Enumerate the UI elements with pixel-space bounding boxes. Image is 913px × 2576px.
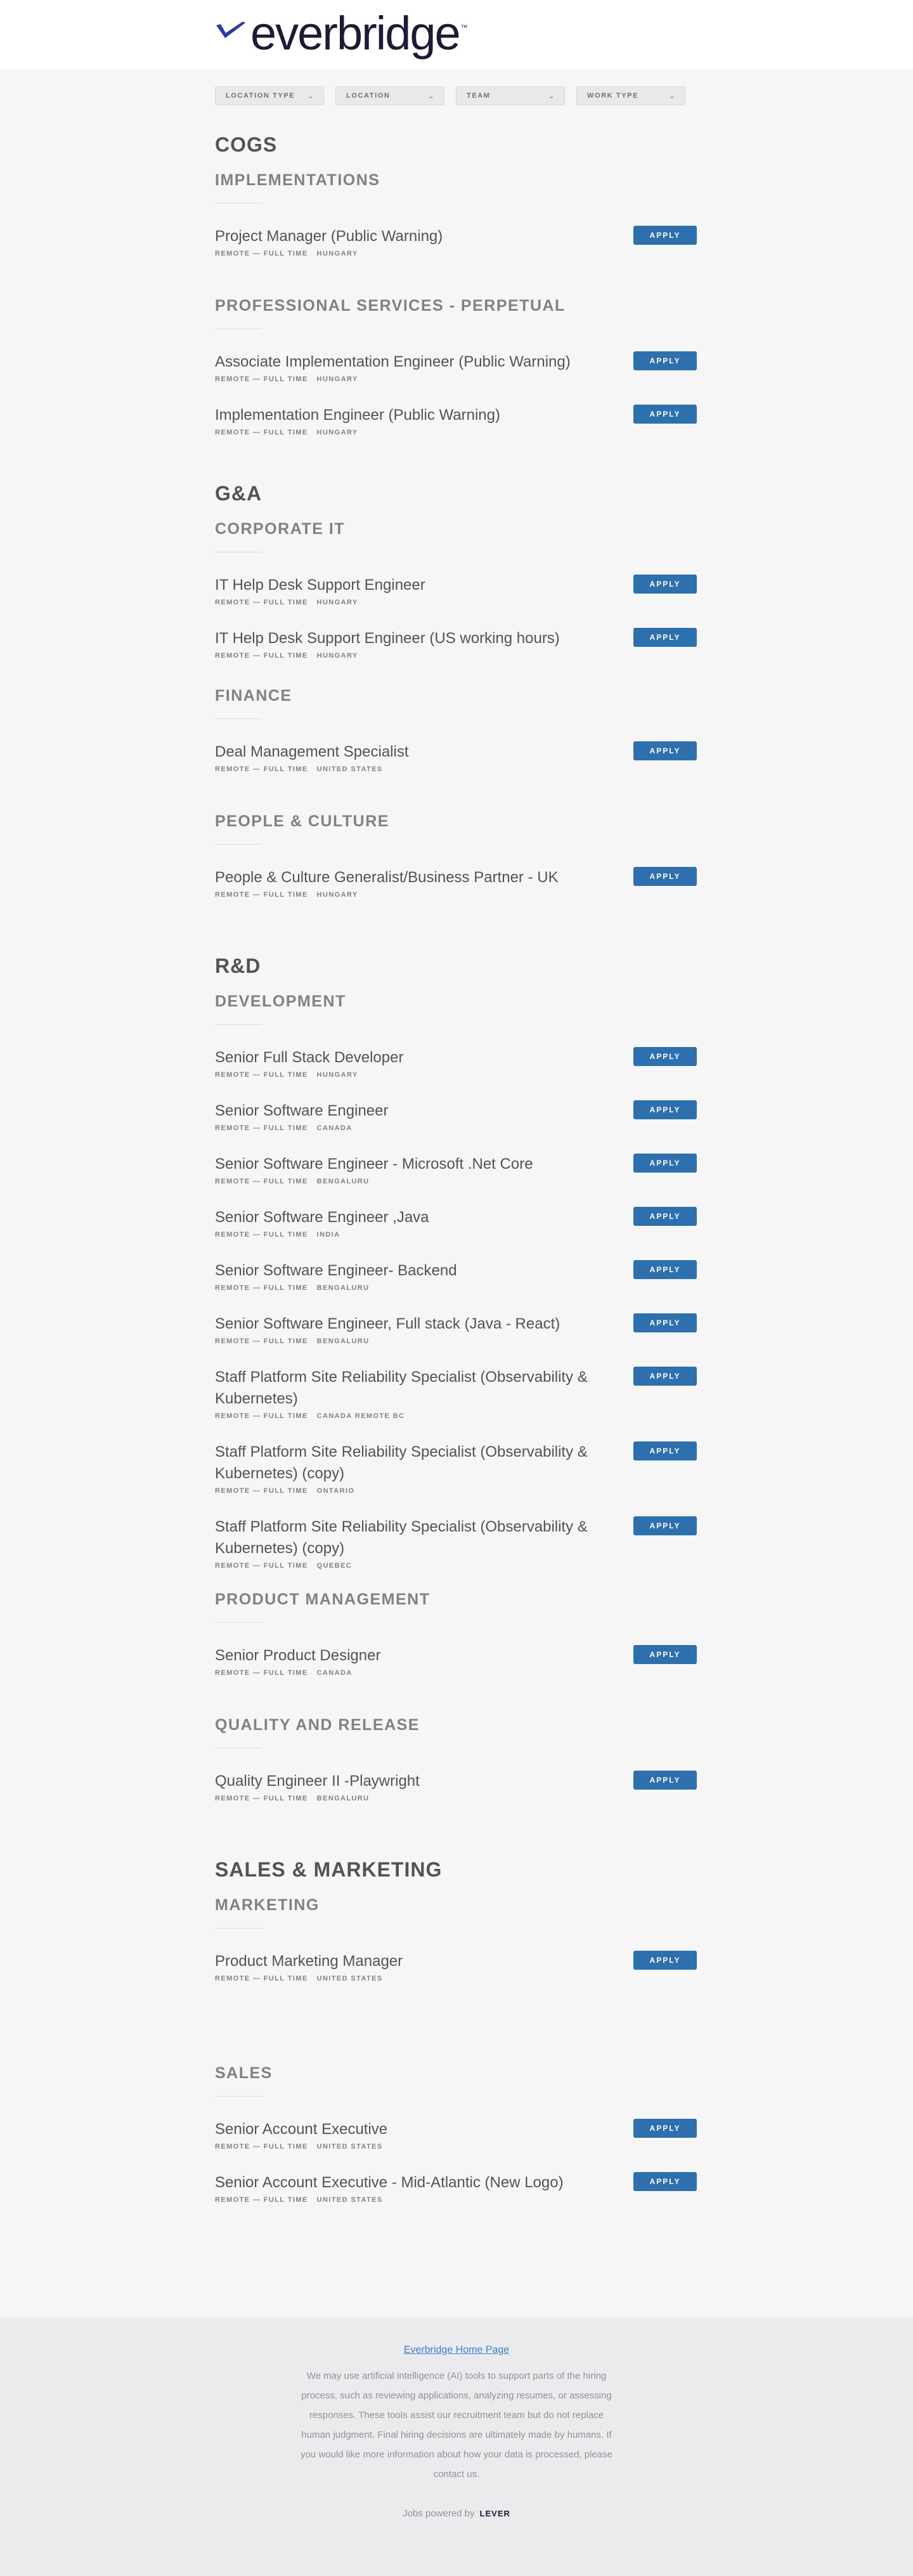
job-location: BENGALURU [316,1337,370,1345]
job-meta [215,1284,697,1292]
job-posting [215,1100,697,1132]
apply-button[interactable]: APPLY [633,1047,697,1066]
job-title-link[interactable]: Senior Product Designer [215,1647,381,1664]
department-heading: COGS [215,133,278,156]
job-title-link[interactable]: Project Manager (Public Warning) [215,228,443,245]
job-commitment: REMOTE — FULL TIME [215,891,308,899]
job-location: UNITED STATES [316,2196,383,2204]
job-title-link[interactable]: Senior Software Engineer [215,1102,389,1119]
chevron-down-icon: ⌄ [428,92,435,100]
logo-text: everbridge [250,7,460,60]
job-title-link[interactable]: People & Culture Generalist/Business Partner - UK [215,869,559,886]
job-posting [215,741,697,773]
apply-button[interactable]: APPLY [633,1367,697,1386]
job-commitment: REMOTE — FULL TIME [215,375,308,383]
job-location: HUNGARY [316,652,358,660]
job-posting [215,1951,697,1982]
job-commitment: REMOTE — FULL TIME [215,1795,308,1802]
job-title-link[interactable]: Staff Platform Site Reliability Specialist (Observability & Kubernetes) (copy) [215,1443,588,1482]
job-posting [215,2172,697,2204]
job-commitment: REMOTE — FULL TIME [215,1487,308,1495]
filter-bar [215,86,685,105]
department-heading: R&D [215,954,261,977]
job-meta [215,2143,697,2150]
filter-label: LOCATION TYPE [226,92,295,100]
job-meta [215,250,697,257]
job-commitment: REMOTE — FULL TIME [215,1975,308,1982]
filter-work-type[interactable] [576,86,685,105]
job-location: CANADA REMOTE BC [316,1412,405,1420]
job-title-link[interactable]: Senior Account Executive - Mid-Atlantic (New Logo) [215,2174,564,2191]
job-commitment: REMOTE — FULL TIME [215,1124,308,1132]
job-commitment: REMOTE — FULL TIME [215,765,308,773]
team-heading: PEOPLE & CULTURE [215,812,389,830]
team-heading: SALES [215,2064,273,2082]
job-location: BENGALURU [316,1178,370,1185]
job-location: UNITED STATES [316,1975,383,1982]
chevron-down-icon: ⌄ [548,92,555,100]
job-title-link[interactable]: Product Marketing Manager [215,1953,403,1970]
job-location: HUNGARY [316,375,358,383]
job-posting [215,2119,697,2150]
job-location: UNITED STATES [316,2143,383,2150]
team-heading: CORPORATE IT [215,520,346,538]
team-heading: QUALITY AND RELEASE [215,1716,420,1734]
job-location: ONTARIO [316,1487,355,1495]
job-commitment: REMOTE — FULL TIME [215,1669,308,1677]
job-commitment: REMOTE — FULL TIME [215,1412,308,1420]
job-title-link[interactable]: Implementation Engineer (Public Warning) [215,407,500,424]
job-meta [215,1231,697,1239]
apply-button[interactable]: APPLY [633,1207,697,1226]
job-posting [215,1645,697,1677]
powered-by-text: Jobs powered by [403,2508,475,2519]
job-meta [215,375,697,383]
job-title-link[interactable]: Senior Software Engineer- Backend [215,1262,457,1279]
team-heading: FINANCE [215,687,292,705]
job-posting [215,575,697,606]
job-location: CANADA [316,1124,353,1132]
department-heading: SALES & MARKETING [215,1858,443,1881]
job-commitment: REMOTE — FULL TIME [215,652,308,660]
team-heading: PRODUCT MANAGEMENT [215,1590,431,1608]
department-heading: G&A [215,482,262,505]
job-commitment: REMOTE — FULL TIME [215,1178,308,1185]
apply-button[interactable]: APPLY [633,2119,697,2138]
job-posting [215,1154,697,1185]
job-location: UNITED STATES [316,765,383,773]
job-posting [215,1441,697,1495]
job-posting [215,1771,697,1802]
apply-button[interactable]: APPLY [633,1154,697,1173]
apply-button[interactable]: APPLY [633,1516,697,1535]
job-commitment: REMOTE — FULL TIME [215,250,308,257]
job-commitment: REMOTE — FULL TIME [215,429,308,436]
job-title-link[interactable]: Senior Account Executive [215,2121,388,2138]
job-meta [215,1562,697,1570]
job-title-link[interactable]: Staff Platform Site Reliability Specialist (Observability & Kubernetes) [215,1369,588,1407]
job-meta [215,2196,697,2204]
apply-button[interactable]: APPLY [633,1771,697,1790]
job-meta [215,429,697,436]
page-footer [0,2318,913,2576]
lever-logo[interactable]: LEVER [479,2509,510,2518]
job-posting [215,1260,697,1292]
job-posting [215,1367,697,1420]
apply-button[interactable]: APPLY [633,226,697,245]
apply-button[interactable]: APPLY [633,628,697,647]
powered-by [0,2508,913,2519]
job-title-link[interactable]: IT Help Desk Support Engineer (US working hours) [215,630,560,647]
job-meta [215,1071,697,1079]
filter-label: TEAM [467,92,491,100]
job-posting [215,405,697,436]
filter-team[interactable] [456,86,565,105]
job-posting [215,628,697,660]
job-meta [215,1124,697,1132]
ai-disclaimer: We may use artificial intelligence (AI) tools to support parts of the hiring process, such as reviewing applications, analyzing resumes, or assessing responses. These tools assist our recruitment team but do not replace human judgment. Final hiring decisions are ultimately made by humans. If you would like more information about how your data is processed, please contact us. [301,2371,612,2480]
job-title-link[interactable]: IT Help Desk Support Engineer [215,576,425,594]
trademark: ™ [460,24,468,32]
team-heading: DEVELOPMENT [215,992,346,1010]
team-heading: MARKETING [215,1896,320,1914]
job-posting [215,226,697,257]
job-location: HUNGARY [316,891,358,899]
divider [215,1024,262,1025]
job-meta [215,1975,697,1982]
apply-button[interactable]: APPLY [633,1100,697,1119]
apply-button[interactable]: APPLY [633,405,697,424]
job-meta [215,1337,697,1345]
job-title-link[interactable]: Associate Implementation Engineer (Public Warning) [215,353,571,370]
apply-button[interactable]: APPLY [633,1260,697,1279]
job-meta [215,1178,697,1185]
home-page-link[interactable]: Everbridge Home Page [403,2345,510,2355]
job-posting [215,1047,697,1079]
job-title-link[interactable]: Senior Software Engineer, Full stack (Java - React) [215,1315,560,1332]
job-location: HUNGARY [316,1071,358,1079]
job-location: CANADA [316,1669,353,1677]
job-commitment: REMOTE — FULL TIME [215,2143,308,2150]
apply-button[interactable]: APPLY [633,1313,697,1332]
job-location: BENGALURU [316,1795,370,1802]
job-title-link[interactable]: Quality Engineer II -Playwright [215,1773,420,1790]
job-meta [215,891,697,899]
job-commitment: REMOTE — FULL TIME [215,1562,308,1570]
job-location: QUEBEC [316,1562,353,1570]
job-commitment: REMOTE — FULL TIME [215,1231,308,1239]
job-meta [215,599,697,606]
job-commitment: REMOTE — FULL TIME [215,2196,308,2204]
apply-button[interactable]: APPLY [633,741,697,760]
job-posting [215,1516,697,1570]
divider [215,844,262,845]
job-title-link[interactable]: Deal Management Specialist [215,743,409,760]
job-meta [215,765,697,773]
job-posting [215,867,697,899]
divider [215,1622,262,1623]
apply-button[interactable]: APPLY [633,1441,697,1460]
team-heading: PROFESSIONAL SERVICES - PERPETUAL [215,297,566,315]
job-posting [215,351,697,383]
job-meta [215,1412,697,1420]
job-location: INDIA [316,1231,340,1239]
chevron-down-icon: ⌄ [308,92,314,100]
job-title-link[interactable]: Staff Platform Site Reliability Specialist (Observability & Kubernetes) (copy) [215,1518,588,1557]
job-posting [215,1313,697,1345]
job-location: HUNGARY [316,429,358,436]
job-location: HUNGARY [316,599,358,606]
chevron-down-icon: ⌄ [669,92,676,100]
divider [215,1928,262,1929]
job-meta [215,1669,697,1677]
job-commitment: REMOTE — FULL TIME [215,1284,308,1292]
job-title-link[interactable]: Senior Full Stack Developer [215,1049,404,1066]
job-commitment: REMOTE — FULL TIME [215,1071,308,1079]
everbridge-logo[interactable] [215,7,468,60]
job-meta [215,652,697,660]
filter-location[interactable] [335,86,444,105]
job-title-link[interactable]: Senior Software Engineer - Microsoft .Net Core [215,1155,533,1173]
job-location: BENGALURU [316,1284,370,1292]
apply-button[interactable]: APPLY [633,2172,697,2191]
job-title-link[interactable]: Senior Software Engineer ,Java [215,1209,429,1226]
job-commitment: REMOTE — FULL TIME [215,599,308,606]
checkmark-logo-icon [215,22,248,47]
apply-button[interactable]: APPLY [633,351,697,370]
apply-button[interactable]: APPLY [633,1951,697,1970]
filter-label: LOCATION [346,92,391,100]
divider [215,203,262,204]
job-commitment: REMOTE — FULL TIME [215,1337,308,1345]
site-header [0,0,913,70]
apply-button[interactable]: APPLY [633,1645,697,1664]
job-posting [215,1207,697,1239]
filter-location-type[interactable] [215,86,324,105]
job-meta [215,1795,697,1802]
divider [215,2096,262,2097]
job-meta [215,1487,697,1495]
job-location: HUNGARY [316,250,358,257]
apply-button[interactable]: APPLY [633,575,697,594]
filter-label: WORK TYPE [587,92,639,100]
apply-button[interactable]: APPLY [633,867,697,886]
team-heading: IMPLEMENTATIONS [215,171,380,189]
